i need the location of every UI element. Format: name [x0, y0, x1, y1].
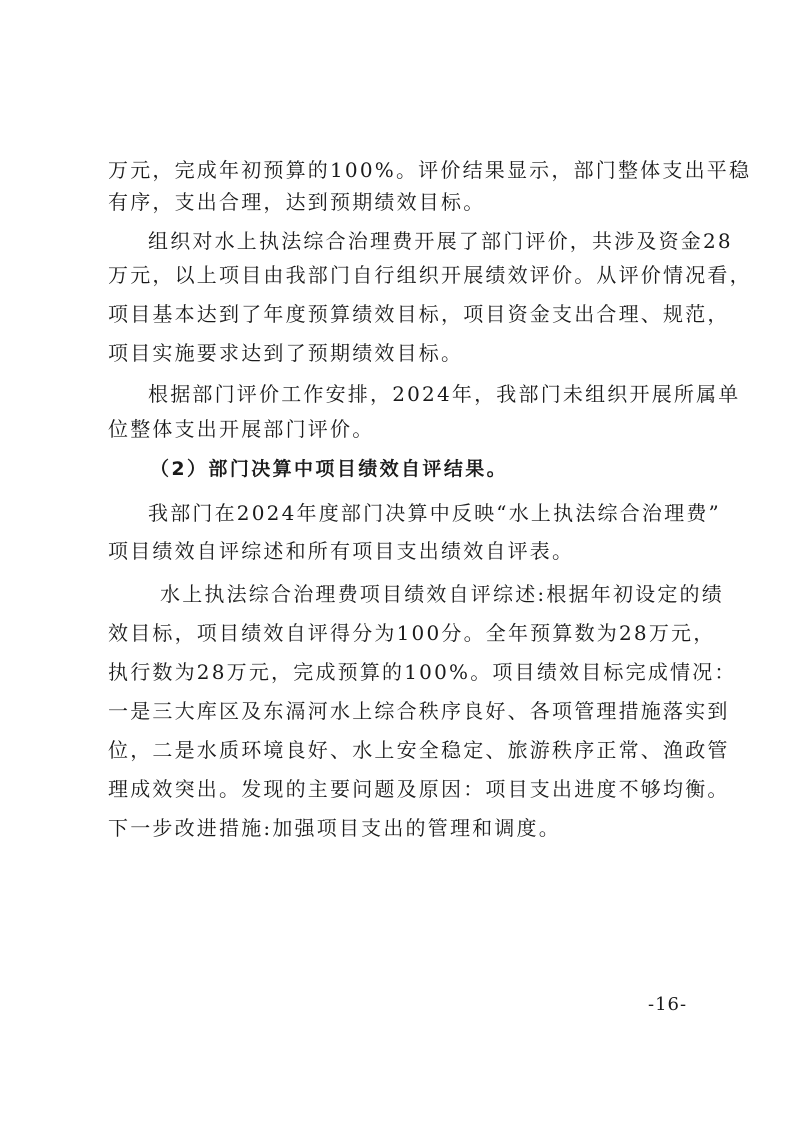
paragraph-5-line-7: 下一步改进措施:加强项目支出的管理和调度。 [108, 816, 561, 840]
paragraph-5-line-5: 位，二是水质环境良好、水上安全稳定、旅游秩序正常、渔政管 [108, 738, 730, 762]
paragraph-2-line-4: 项目实施要求达到了预期绩效目标。 [108, 341, 464, 365]
paragraph-2-line-2: 万元，以上项目由我部门自行组织开展绩效评价。从评价情况看， [108, 263, 752, 287]
paragraph-5-line-6: 理成效突出。发现的主要问题及原因：项目支出进度不够均衡。 [108, 777, 730, 801]
paragraph-1-line-1: 万元，完成年初预算的100%。评价结果显示，部门整体支出平稳 [108, 158, 752, 182]
paragraph-3-line-1: 根据部门评价工作安排，2024年，我部门未组织开展所属单 [148, 382, 741, 406]
paragraph-1-line-2: 有序，支出合理，达到预期绩效目标。 [108, 190, 486, 214]
paragraph-5-line-4: 一是三大库区及东滆河水上综合秩序良好、各项管理措施落实到 [108, 699, 730, 723]
paragraph-3-line-2: 位整体支出开展部门评价。 [108, 417, 375, 441]
page-number: -16- [648, 994, 688, 1015]
paragraph-4-line-1: 我部门在2024年度部门决算中反映“水上执法综合治理费” [148, 501, 721, 525]
paragraph-2-line-3: 项目基本达到了年度预算绩效目标，项目资金支出合理、规范， [108, 302, 730, 326]
paragraph-5-line-2: 效目标，项目绩效自评得分为100分。全年预算数为28万元， [108, 621, 716, 645]
section-heading: （2）部门决算中项目绩效自评结果。 [150, 458, 509, 480]
paragraph-2-line-1: 组织对水上执法综合治理费开展了部门评价，共涉及资金28 [148, 229, 733, 253]
paragraph-5-line-1: 水上执法综合治理费项目绩效自评综述:根据年初设定的绩 [160, 582, 724, 606]
paragraph-5-line-3: 执行数为28万元，完成预算的100%。项目绩效目标完成情况： [108, 660, 737, 684]
paragraph-4-line-2: 项目绩效自评综述和所有项目支出绩效自评表。 [108, 539, 575, 563]
